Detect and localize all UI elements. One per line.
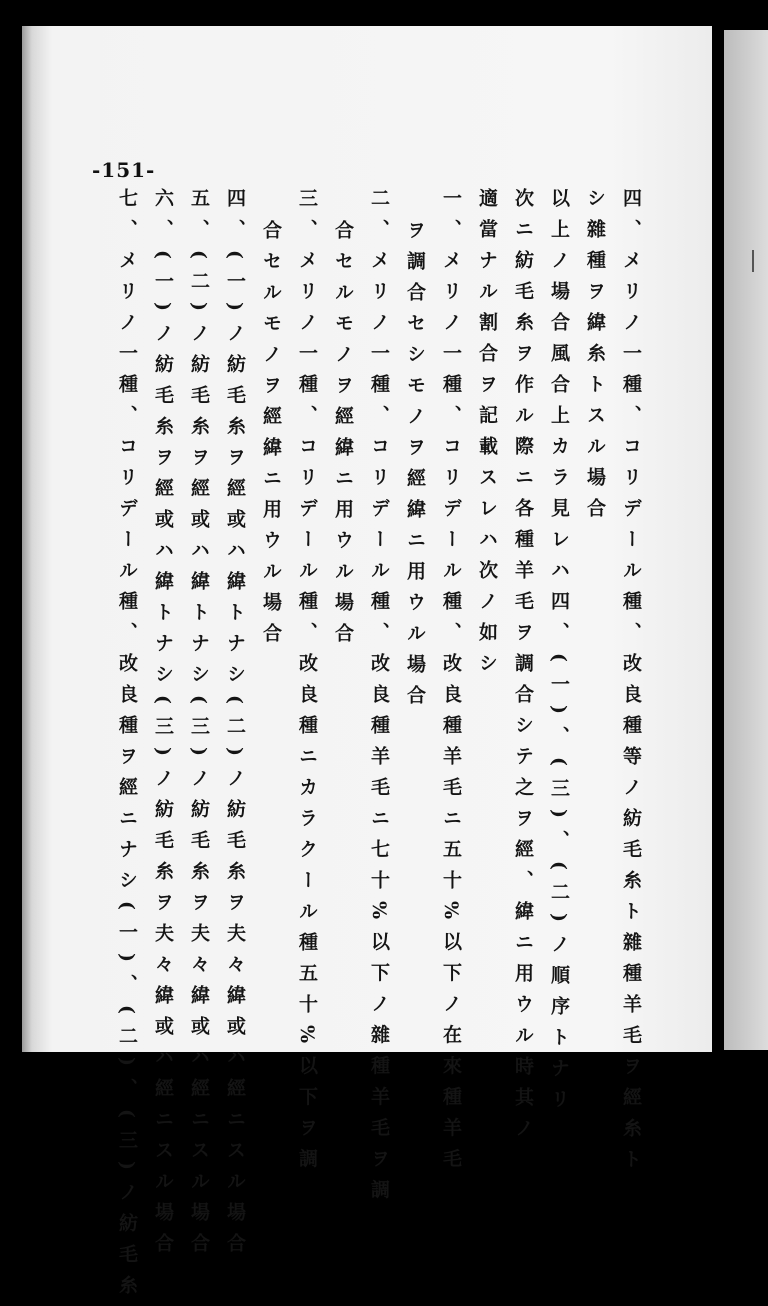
text-column: 四、(一)ノ紡毛糸ヲ經或ハ緯トナシ(二)ノ紡毛糸ヲ夫々緯或ハ經ニスル場合 (224, 188, 246, 1264)
text-column: 次ニ紡毛糸ヲ作ル際ニ各種羊毛ヲ調合シテ之ヲ經、緯ニ用ウル時其ノ (512, 188, 534, 1149)
text-column: 六、(一)ノ紡毛糸ヲ經或ハ緯トナシ(三)ノ紡毛糸ヲ夫々緯或ハ經ニスル場合 (152, 188, 174, 1264)
facing-page-edge (724, 30, 768, 1050)
text-column: 一、メリノ一種、コリデール種、改良種羊毛ニ五十%以下ノ在來種羊毛 (440, 188, 462, 1180)
text-column: シ雜種ヲ緯糸トスル場合 (584, 188, 606, 529)
text-column: 適當ナル割合ヲ記載スレハ次ノ如シ (476, 188, 498, 684)
facing-page-mark (752, 250, 754, 272)
page-number: -151- (92, 158, 156, 182)
vertical-text-body (114, 188, 644, 1306)
text-column: 四、メリノ一種、コリデール種、改良種等ノ紡毛糸ト雜種羊毛ヲ經糸ト (620, 188, 642, 1180)
text-column: 二、メリノ一種、コリデール種、改良種羊毛ニ七十%以下ノ雜種羊毛ヲ調 (368, 188, 390, 1211)
text-column: ヲ調合セシモノヲ經緯ニ用ウル場合 (404, 220, 426, 716)
text-column: 以上ノ場合風合上カラ見レハ四、(一)、(三)、(二)ノ順序トナリ (548, 188, 570, 1120)
text-column: 合セルモノヲ經緯ニ用ウル場合 (332, 220, 354, 654)
text-column: 合セルモノヲ經緯ニ用ウル場合 (260, 220, 282, 654)
text-column: 五、(二)ノ紡毛糸ヲ經或ハ緯トナシ(三)ノ紡毛糸ヲ夫々緯或ハ經ニスル場合 (188, 188, 210, 1264)
text-column: 七、メリノ一種、コリデール種、改良種ヲ經ニナシ(一)、(二)、(三)ノ紡毛糸 (116, 188, 138, 1306)
book-gutter (712, 26, 724, 1066)
text-column: 三、メリノ一種、コリデール種、改良種ニカラクール種五十%以下ヲ調 (296, 188, 318, 1180)
